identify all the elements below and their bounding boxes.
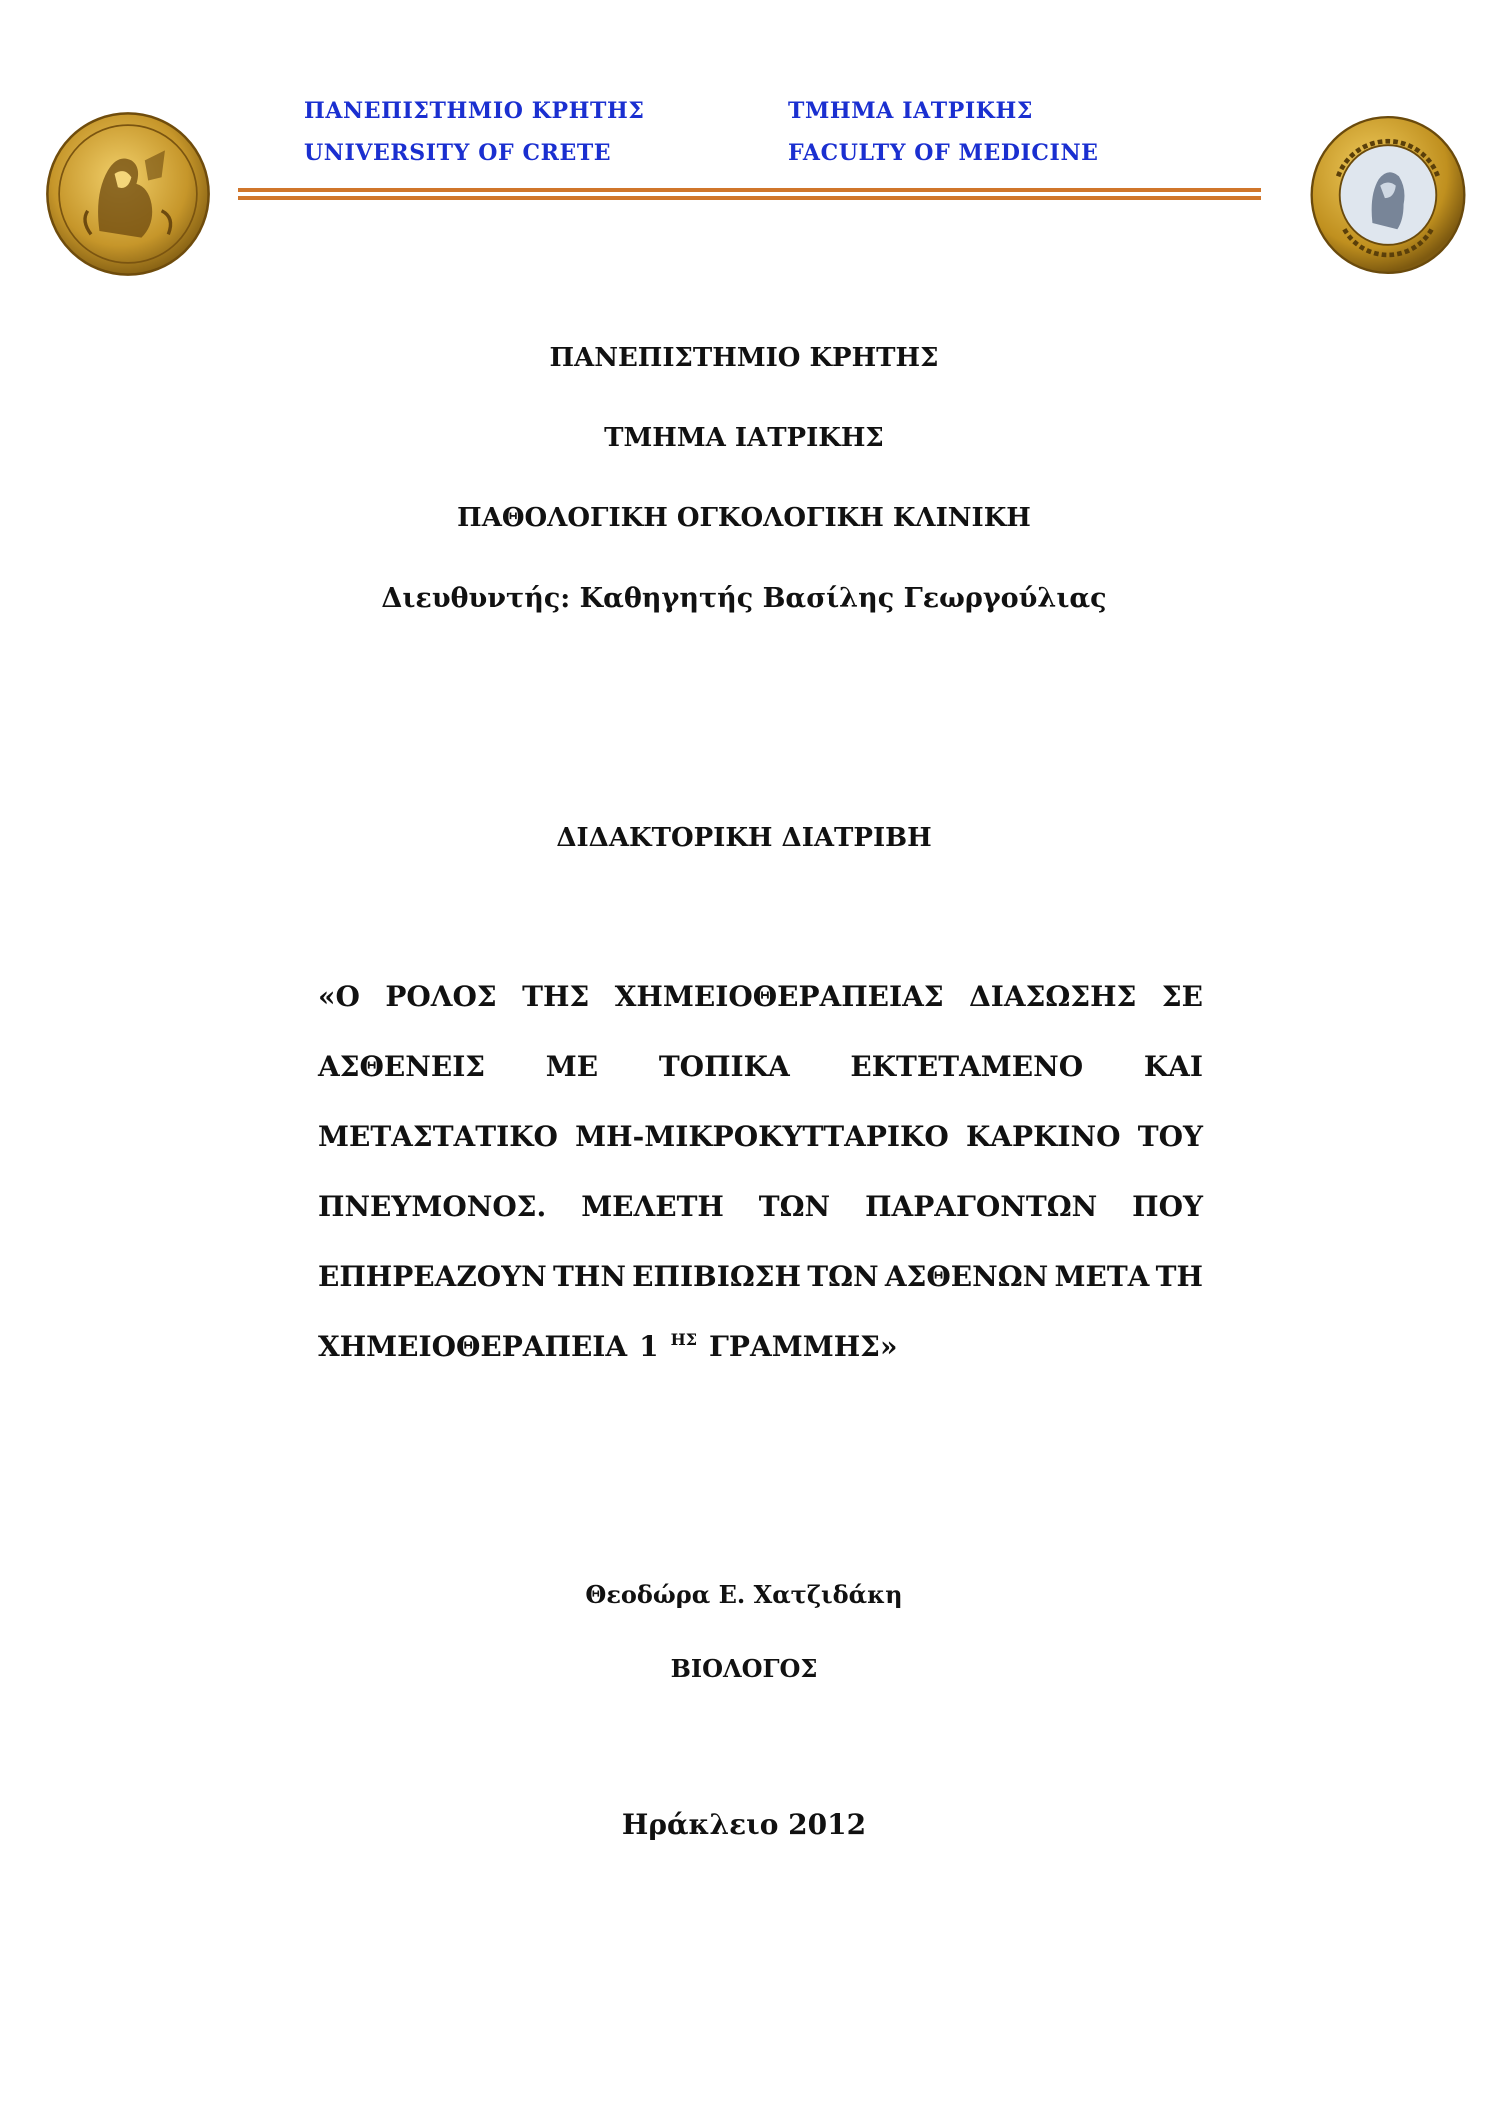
title-word: «Ο xyxy=(318,980,360,1013)
author-role: ΒΙΟΛΟΓΟΣ xyxy=(670,1654,818,1683)
title-word: ΜΗ-ΜΙΚΡΟΚΥΤΤΑΡΙΚΟ xyxy=(575,1120,949,1153)
title-word: ΚΑΙ xyxy=(1143,1050,1203,1083)
title-word: ΠΑΡΑΓΟΝΤΩΝ xyxy=(865,1190,1098,1223)
title-word: ΕΠΗΡΕΑΖΟΥΝ xyxy=(318,1260,547,1293)
university-name: ΠΑΝΕΠΙΣΤΗΜΙΟ ΚΡΗΤΗΣ xyxy=(549,343,939,373)
title-word: ΕΠΙΒΙΩΣΗ xyxy=(632,1260,801,1293)
title-line xyxy=(318,980,1203,1020)
title-word: ΤΩΝ xyxy=(807,1260,879,1293)
title-word: ΡΟΛΟΣ xyxy=(385,980,497,1013)
title-word: ΤΩΝ xyxy=(758,1190,831,1223)
title-word: ΓΡΑΜΜΗΣ» xyxy=(709,1330,898,1363)
title-word: ΣΕ xyxy=(1161,980,1203,1013)
title-word: ΧΗΜΕΙΟΘΕΡΑΠΕΙΑ xyxy=(318,1330,628,1363)
header-university-english: UNIVERSITY OF CRETE xyxy=(304,140,612,166)
header-faculty-english: FACULTY OF MEDICINE xyxy=(788,140,1099,166)
title-line xyxy=(318,1190,1203,1230)
title-ordinal xyxy=(639,1330,697,1370)
title-word: ΤΟΥ xyxy=(1137,1120,1203,1153)
director-line: Διευθυντής: Καθηγητής Βασίλης Γεωργούλιας xyxy=(381,583,1107,614)
header-rule-bottom xyxy=(238,196,1261,200)
title-line-last xyxy=(318,1330,1203,1370)
header-rule-top xyxy=(238,188,1261,192)
title-word: ΕΚΤΕΤΑΜΕΝΟ xyxy=(850,1050,1084,1083)
title-word: ΠΟΥ xyxy=(1132,1190,1203,1223)
title-word: ΔΙΑΣΩΣΗΣ xyxy=(969,980,1137,1013)
ordinal-suffix: ΗΣ xyxy=(670,1330,698,1349)
ordinal-number: 1 xyxy=(639,1330,659,1363)
department-name: ΤΜΗΜΑ ΙΑΤΡΙΚΗΣ xyxy=(604,423,884,453)
title-word: ΜΕΤΑ xyxy=(1054,1260,1150,1293)
place-year: Ηράκλειο 2012 xyxy=(621,1808,867,1841)
title-word: ΤΟΠΙΚΑ xyxy=(658,1050,790,1083)
title-word: ΑΣΘΕΝΩΝ xyxy=(884,1260,1049,1293)
title-line xyxy=(318,1260,1203,1300)
title-word: ΤΗ xyxy=(1155,1260,1203,1293)
title-word: ΤΗΝ xyxy=(553,1260,626,1293)
header-university-greek: ΠΑΝΕΠΙΣΤΗΜΙΟ ΚΡΗΤΗΣ xyxy=(304,98,645,124)
title-word: ΑΣΘΕΝΕΙΣ xyxy=(318,1050,486,1083)
author-name: Θεοδώρα Ε. Χατζιδάκη xyxy=(585,1580,903,1609)
university-seal-icon xyxy=(44,110,212,278)
title-word: ΤΗΣ xyxy=(522,980,590,1013)
header-faculty-greek: ΤΜΗΜΑ ΙΑΤΡΙΚΗΣ xyxy=(788,98,1034,124)
title-word: ΧΗΜΕΙΟΘΕΡΑΠΕΙΑΣ xyxy=(614,980,944,1013)
document-type: ΔΙΔΑΚΤΟΡΙΚΗ ΔΙΑΤΡΙΒΗ xyxy=(556,823,932,853)
title-word: ΜΕΤΑΣΤΑΤΙΚΟ xyxy=(318,1120,558,1153)
title-word: ΠΝΕΥΜΟΝΟΣ. xyxy=(318,1190,547,1223)
title-line xyxy=(318,1050,1203,1090)
medical-school-seal-icon xyxy=(1310,114,1466,276)
title-line xyxy=(318,1120,1203,1160)
clinic-name: ΠΑΘΟΛΟΓΙΚΗ ΟΓΚΟΛΟΓΙΚΗ ΚΛΙΝΙΚΗ xyxy=(457,503,1031,533)
title-word: ΜΕΛΕΤΗ xyxy=(581,1190,724,1223)
title-word: ΜΕ xyxy=(545,1050,599,1083)
title-word: ΚΑΡΚΙΝΟ xyxy=(965,1120,1121,1153)
